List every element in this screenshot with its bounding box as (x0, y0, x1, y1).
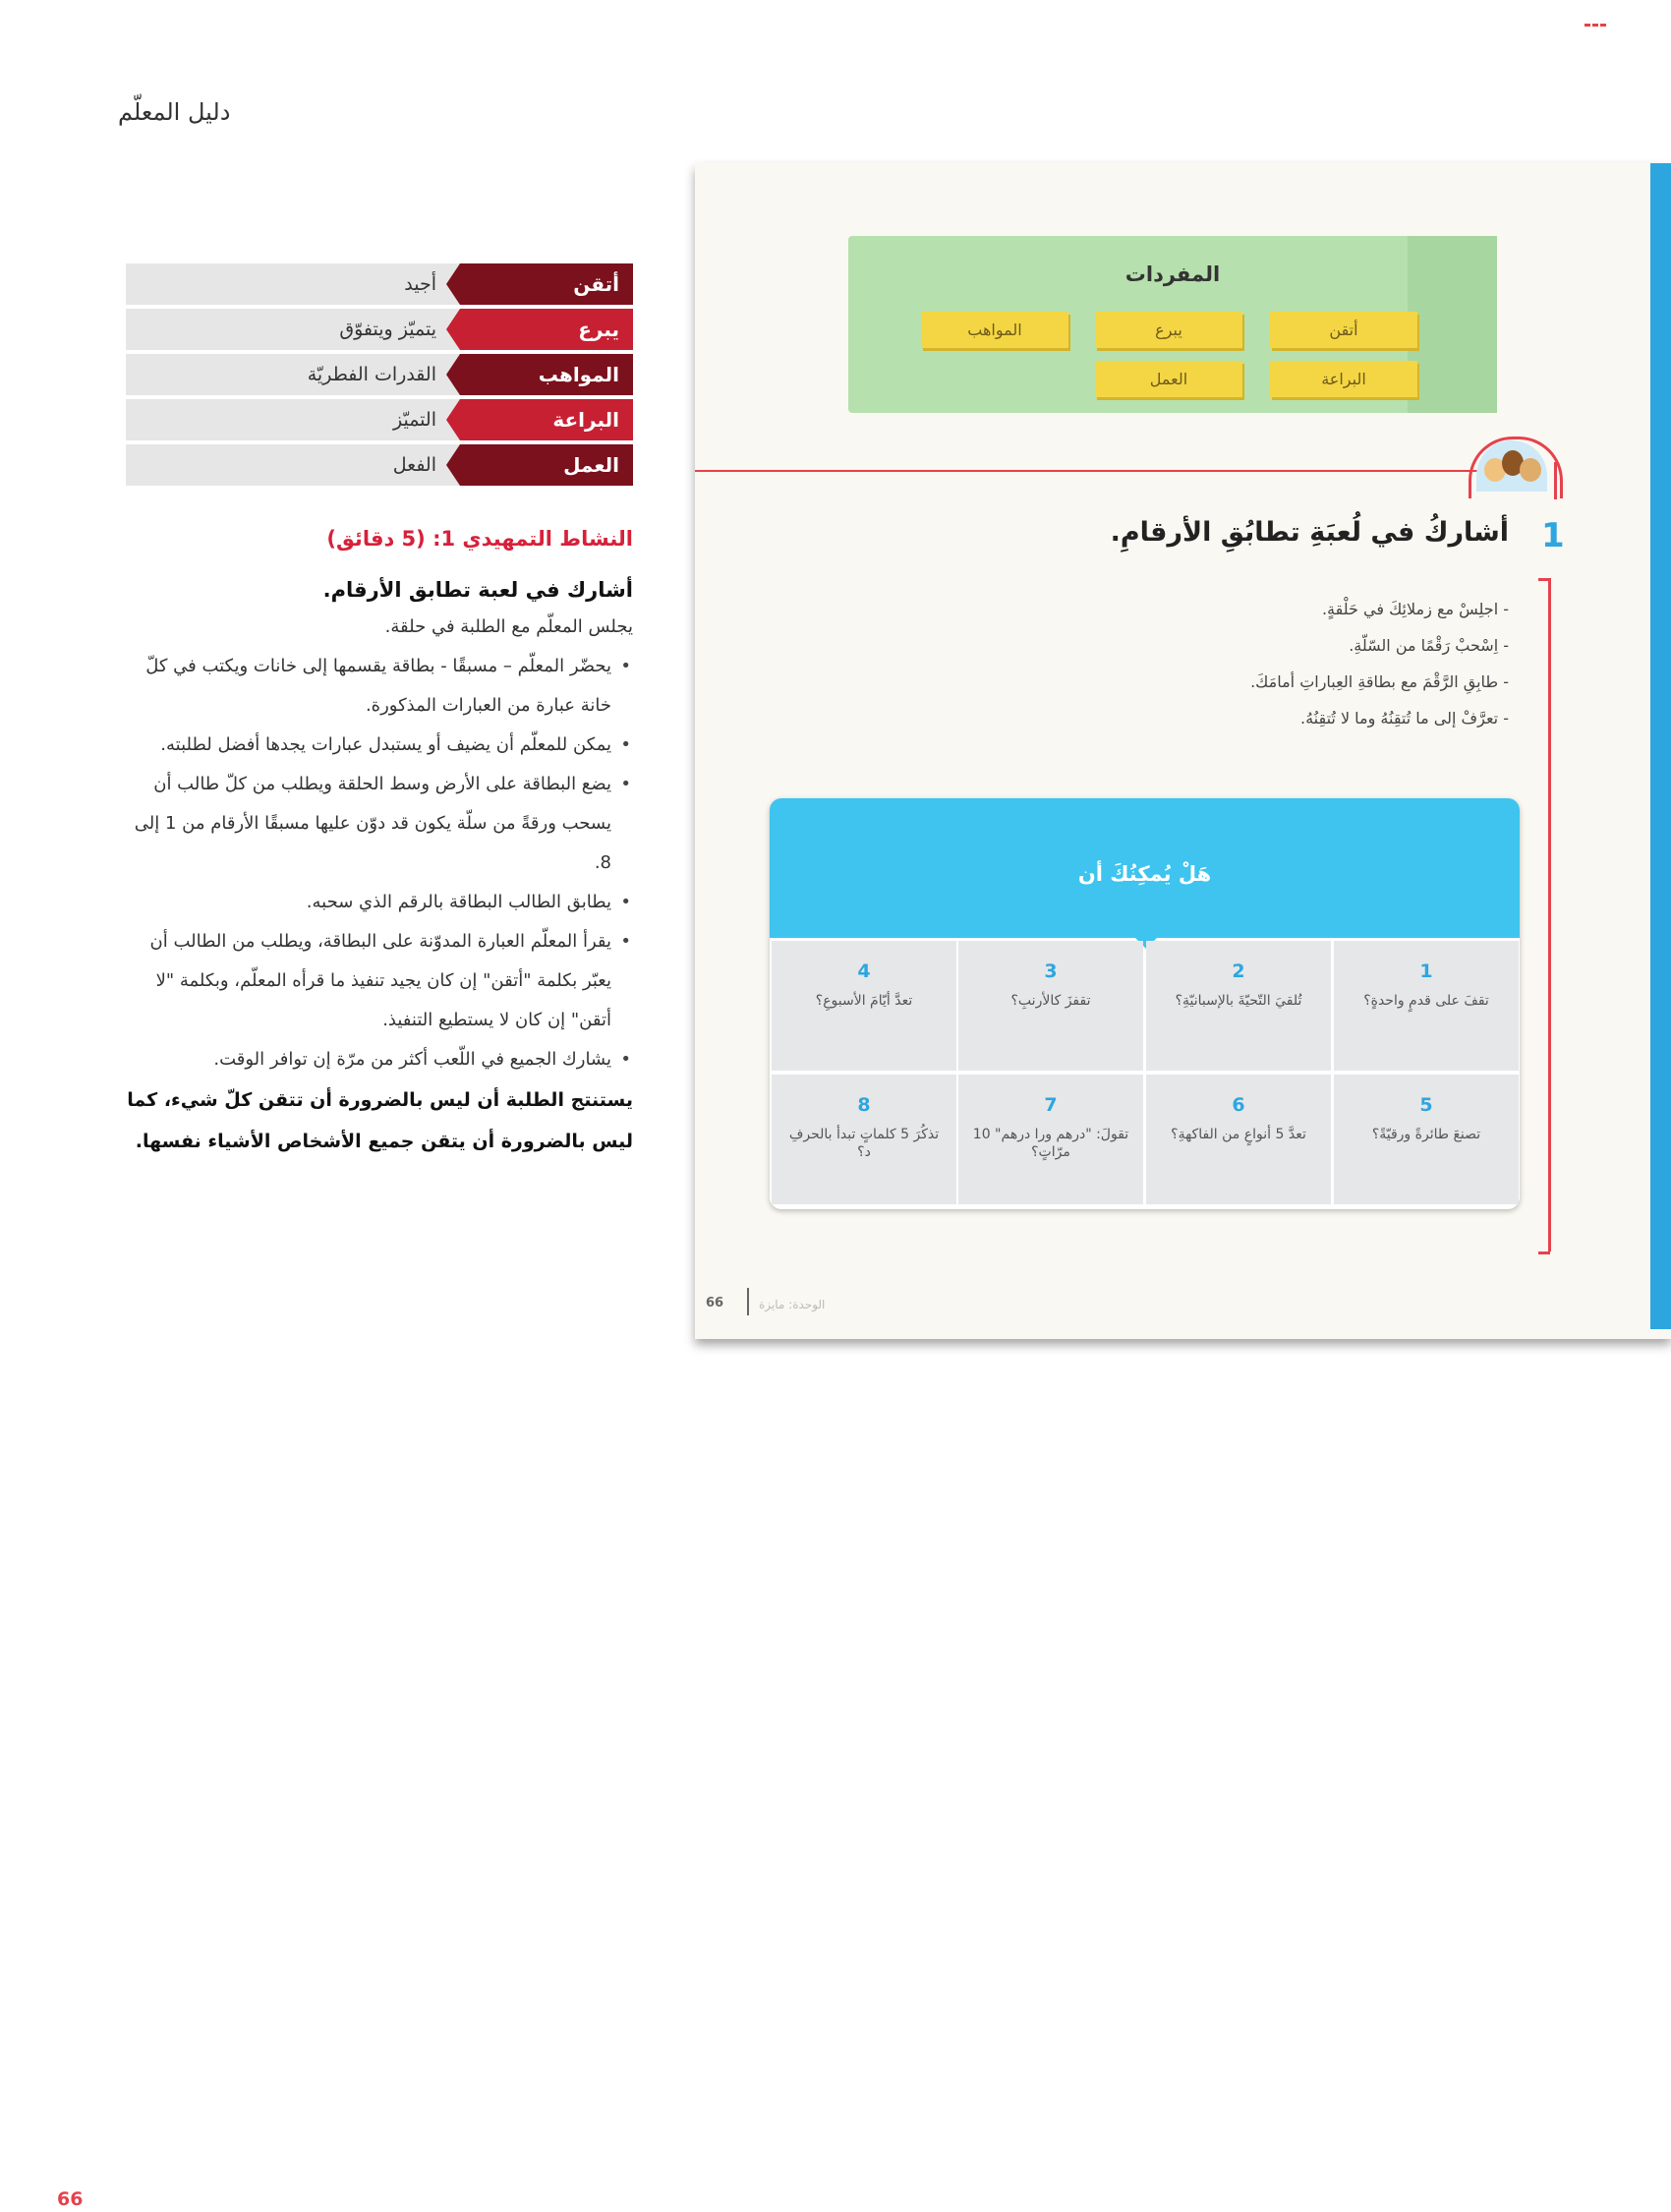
glossary-term: يبرع (460, 309, 633, 350)
cell-question: تصنعَ طائرةً ورقيّةً؟ (1371, 1127, 1481, 1142)
table-cell (1334, 941, 1519, 1071)
section-number: 1 (1541, 516, 1565, 555)
section-rule (1554, 462, 1557, 499)
glossary-row (126, 354, 633, 395)
glossary-row (126, 309, 633, 350)
list-item: • يقرأ المعلّم العبارة المدوّنة على البطاقة، ويطلب من الطالب أن يعبّر بكلمة "أتقن" إن كان يجيد تنفيذ ما قرأه المعلّم، وبكلمة "لا أتقن" إن كان لا يستطيع التنفيذ. (126, 922, 611, 1040)
glossary-definition: القدرات الفطريّة (126, 354, 460, 395)
vocabulary-title: المفردات (1124, 262, 1221, 286)
cell-question: تقولَ: "درهم ورا درهم" 10 مرّاتٍ؟ (972, 1127, 1129, 1160)
student-page-number: 66 (706, 1296, 724, 1310)
glossary-definition: الفعل (126, 444, 460, 486)
cell-question: تقفزَ كالأرنبِ؟ (1010, 993, 1091, 1009)
glossary-term: أتقن (460, 263, 633, 305)
vocab-chip: أتقن (1270, 312, 1417, 348)
question-card-title: هَلْ يُمكِنُكَ أن (1077, 862, 1212, 886)
instruction-item: - اجلِسْ مع زملائِكَ في حَلْقةٍ. (1321, 600, 1509, 618)
list-item: • يحضّر المعلّم – مسبقًا - بطاقة يقسمها إلى خانات ويكتب في كلّ خانة عبارة من العبارات المذكورة. (126, 647, 611, 726)
activity-section (126, 519, 633, 1162)
section-title: أشاركُ في لُعبَةِ تطابُقِ الأرقامِ. (1110, 517, 1509, 548)
footer-unit-label: الوحدة: مايزة (759, 1298, 826, 1311)
glossary-row (126, 263, 633, 305)
glossary-term: العمل (460, 444, 633, 486)
cell-number: 1 (1419, 960, 1433, 982)
cell-question: تعدَّ 5 أنواعٍ من الفاكهةِ؟ (1171, 1127, 1306, 1142)
glossary-definition: يتميّز ويتفوّق (126, 309, 460, 350)
list-item: • يطابق الطالب البطاقة بالرقم الذي سحبه. (126, 883, 611, 922)
guide-title: دليل المعلّم (118, 98, 231, 126)
activity-steps (126, 647, 633, 1079)
table-cell (958, 941, 1143, 1071)
section-divider (695, 470, 1481, 472)
instruction-item: - اِسْحبْ رَقْمًا من السّلّةِ. (1349, 636, 1509, 655)
cell-number: 4 (857, 960, 871, 982)
vocab-chip: العمل (1095, 361, 1242, 397)
cell-question: تعدَّ أيّامَ الأسبوعِ؟ (815, 993, 913, 1009)
cell-question: تقفَ على قدمٍ واحدةٍ؟ (1363, 993, 1489, 1009)
list-item: • يمكن للمعلّم أن يضيف أو يستبدل عبارات يجدها أفضل لطلبته. (126, 726, 611, 765)
glossary-row (126, 444, 633, 486)
table-cell (1334, 1075, 1519, 1204)
activity-title: النشاط التمهيدي 1: (5 دقائق) (326, 527, 633, 551)
list-item: • يشارك الجميع في اللّعب أكثر من مرّة إن توافر الوقت. (126, 1040, 611, 1079)
glossary-definition: أجيد (126, 263, 460, 305)
list-item: • يضع البطاقة على الأرض وسط الحلقة ويطلب من كلّ طالب أن يسحب ورقةً من سلّة يكون قد دوّن عليها مسبقًا الأرقام من 1 إلى 8. (126, 765, 611, 883)
instructions-list (983, 591, 1509, 736)
page-number: 66 (57, 2188, 84, 2210)
cell-number: 5 (1419, 1094, 1433, 1116)
cell-question: تُلقيَ التّحيّةَ بالإسبانيّةِ؟ (1175, 993, 1302, 1009)
table-cell (772, 1075, 956, 1204)
cell-number: 6 (1232, 1094, 1245, 1116)
cell-question: تذكُرَ 5 كلماتٍ تبدأ بالحرفِ د؟ (788, 1127, 940, 1160)
footer-separator (747, 1288, 749, 1315)
glossary-term: البراعة (460, 399, 633, 440)
activity-intro: يجلس المعلّم مع الطلبة في حلقة. (384, 616, 633, 637)
table-cell (958, 1075, 1143, 1204)
vocab-chip: يبرع (1095, 312, 1242, 348)
vocab-chip: البراعة (1270, 361, 1417, 397)
glossary-row (126, 399, 633, 440)
instruction-item: - تعرَّفْ إلى ما تُتقِنُهُ وما لا تُتقِنُهُ. (1299, 709, 1509, 728)
glossary-definition: التميّز (126, 399, 460, 440)
table-cell (1146, 941, 1331, 1071)
cell-number: 8 (857, 1094, 871, 1116)
table-cell (1146, 1075, 1331, 1204)
activity-conclusion: يستنتج الطلبة أن ليس بالضرورة أن تتقن كلّ شيء، كما ليس بالضرورة أن يتقن جميع الأشخاص الأشياء نفسها. (127, 1089, 633, 1152)
table-cell (772, 941, 956, 1071)
page-edge-strip (1650, 163, 1671, 1329)
cell-number: 3 (1044, 960, 1058, 982)
cell-number: 2 (1232, 960, 1245, 982)
vocab-chip: المواهب (921, 312, 1068, 348)
glossary-term: المواهب (460, 354, 633, 395)
section-rule (1548, 578, 1551, 1252)
section-rule-tick (1538, 1252, 1550, 1254)
activity-heading: أشارك في لعبة تطابق الأرقام. (322, 578, 633, 602)
cell-number: 7 (1044, 1094, 1058, 1116)
corner-mark (1585, 24, 1606, 31)
glossary-table (126, 263, 633, 490)
instruction-item: - طابِقِ الرَّقْمَ مع بطاقةِ العِباراتِ أمامَكَ. (1250, 672, 1509, 691)
